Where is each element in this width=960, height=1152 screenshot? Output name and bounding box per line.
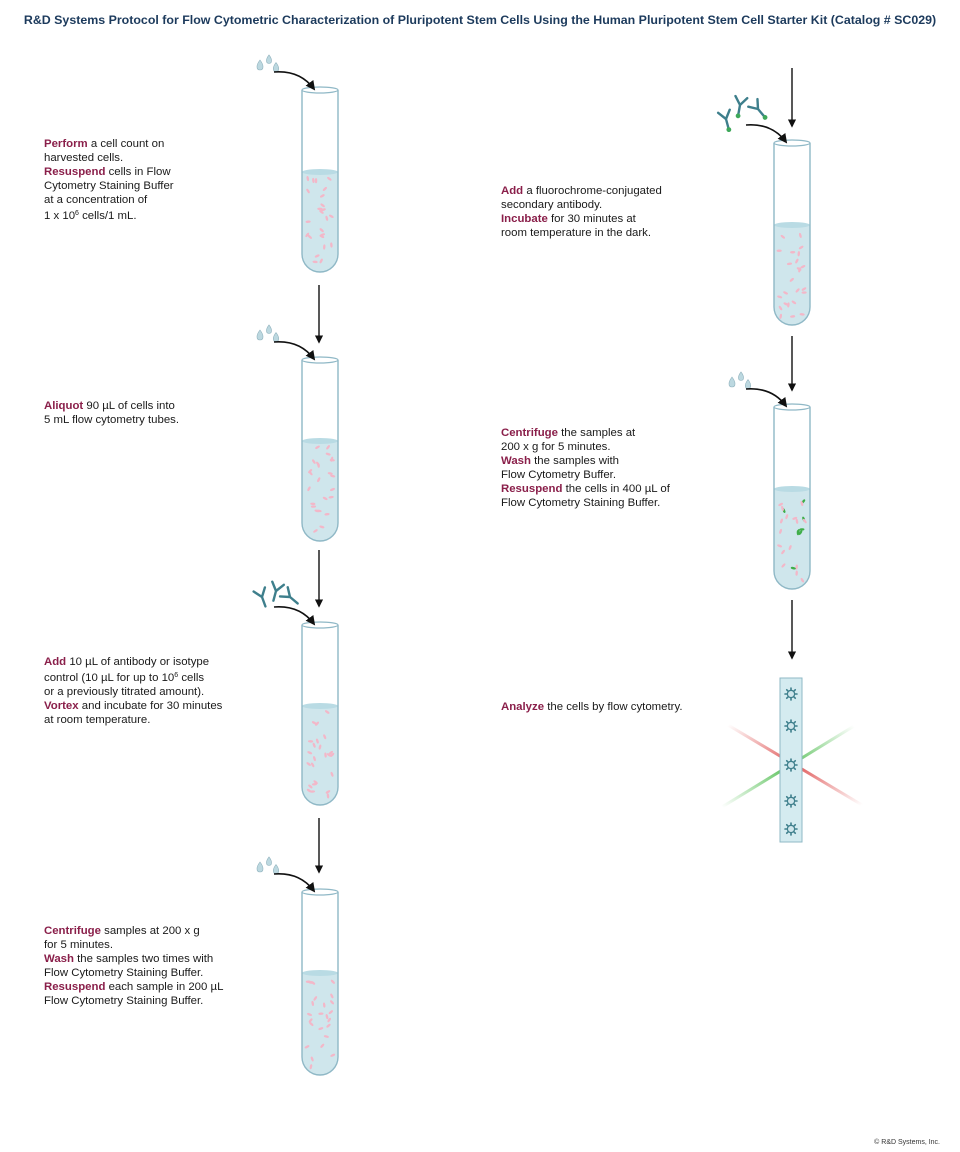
step-keyword: Wash xyxy=(44,953,74,965)
labeled-cell-icon xyxy=(785,759,797,771)
tube-rim xyxy=(302,889,338,895)
test-tube-5 xyxy=(718,68,810,325)
droplet-icon xyxy=(273,333,278,342)
step-segment: each sample in 200 µL xyxy=(105,981,224,993)
step-segment: Flow Cytometry Staining Buffer. xyxy=(501,497,661,509)
test-tube-3 xyxy=(254,550,338,805)
step-segment: Flow Cytometry Buffer. xyxy=(501,469,616,481)
step-keyword: Centrifuge xyxy=(501,427,558,439)
step-line xyxy=(44,179,174,193)
step-line xyxy=(44,713,222,727)
labeled-cell-icon xyxy=(785,823,797,835)
curved-arrow xyxy=(274,72,314,89)
step-segment: secondary antibody. xyxy=(501,199,603,211)
step-line xyxy=(501,468,670,482)
droplet-icon xyxy=(273,865,278,874)
antibody-icon xyxy=(254,582,302,609)
step-segment: 5 mL flow cytometry tubes. xyxy=(44,414,180,426)
tube-rim xyxy=(302,622,338,628)
tube-liquid xyxy=(774,225,810,325)
droplet-icon xyxy=(257,862,263,872)
curved-arrow xyxy=(746,389,786,406)
step-line xyxy=(44,966,223,980)
step-keyword: Vortex xyxy=(44,700,79,712)
step-line xyxy=(501,496,670,510)
tube-rim xyxy=(302,87,338,93)
step-segment: Flow Cytometry Staining Buffer. xyxy=(44,967,204,979)
droplet-icon xyxy=(738,372,743,381)
step-keyword: Incubate xyxy=(501,213,548,225)
tube-rim xyxy=(774,140,810,146)
step-line xyxy=(501,482,670,496)
step-line xyxy=(44,193,174,207)
test-tube-2 xyxy=(257,285,338,541)
step-line xyxy=(44,924,223,938)
antibody-shape xyxy=(268,582,284,602)
step-segment: the cells by flow cytometry. xyxy=(544,701,683,713)
step-segment: 90 µL of cells into xyxy=(83,400,175,412)
step-keyword: Analyze xyxy=(501,701,545,713)
curved-arrow xyxy=(274,342,314,359)
step-segment: the samples at xyxy=(557,427,636,439)
buffer-drops-icon xyxy=(729,372,751,389)
droplet-icon xyxy=(257,330,263,340)
step-line xyxy=(44,699,222,713)
step-segment: 10 µL of antibody or isotype xyxy=(66,656,210,668)
step-line xyxy=(501,700,682,714)
step-4-text xyxy=(44,924,223,1008)
step-segment: room temperature in the dark. xyxy=(501,227,652,239)
step-line xyxy=(44,994,223,1008)
step-line xyxy=(44,938,223,952)
tube-rim xyxy=(774,404,810,410)
step-segment: the cells in 400 µL of xyxy=(562,483,670,495)
step-segment: control (10 µL for up to 10 xyxy=(44,672,175,684)
step-line xyxy=(501,454,670,468)
curved-arrow xyxy=(274,874,314,891)
step-segment: 200 x g for 5 minutes. xyxy=(501,441,611,453)
step-line xyxy=(44,137,174,151)
step-segment: cells xyxy=(178,672,205,684)
step-line xyxy=(501,226,662,240)
step-segment: or a previously titrated amount). xyxy=(44,686,205,698)
antibody-shape xyxy=(280,587,302,608)
step-keyword: Centrifuge xyxy=(44,925,101,937)
step-3-text xyxy=(44,655,222,727)
step-segment: harvested cells. xyxy=(44,152,124,164)
step-segment: at room temperature. xyxy=(44,714,151,726)
step-line xyxy=(44,685,222,699)
labeled-cell-icon xyxy=(785,720,797,732)
labeled-cell-icon xyxy=(785,688,797,700)
step-line xyxy=(501,198,662,212)
flow-cell-analysis xyxy=(722,600,862,842)
step-segment: a fluorochrome-conjugated xyxy=(523,185,662,197)
antibody-shape xyxy=(732,96,748,119)
page-title: R&D Systems Protocol for Flow Cytometric Characterization of Pluripotent Stem Cells Using the Human Pluripotent Stem Cell Starter Kit (Catalog # SC029) xyxy=(23,13,937,27)
test-tube-6 xyxy=(729,336,810,589)
step-segment: cells/1 mL. xyxy=(78,210,137,222)
step-line xyxy=(501,426,670,440)
step-segment: and incubate for 30 minutes xyxy=(78,700,223,712)
step-line xyxy=(44,413,179,427)
buffer-drops-icon xyxy=(257,325,279,342)
antibody-shape xyxy=(748,99,771,123)
secondary-antibody-icon xyxy=(718,96,771,133)
step-segment: for 5 minutes. xyxy=(44,939,114,951)
step-segment: cells in Flow xyxy=(105,166,171,178)
step-line xyxy=(44,669,222,685)
step-keyword: Resuspend xyxy=(44,981,106,993)
step-line xyxy=(501,440,670,454)
step-1-text xyxy=(44,137,174,223)
step-segment: samples at 200 x g xyxy=(100,925,200,937)
step-segment: a cell count on xyxy=(87,138,165,150)
step-keyword: Aliquot xyxy=(44,400,84,412)
test-tube-4 xyxy=(257,818,338,1075)
droplet-icon xyxy=(266,325,271,334)
step-line xyxy=(44,399,179,413)
step-line xyxy=(44,655,222,669)
antibody-shape xyxy=(718,110,735,134)
curved-arrow xyxy=(274,607,314,624)
droplet-icon xyxy=(273,63,278,72)
step-keyword: Perform xyxy=(44,138,88,150)
step-line xyxy=(44,980,223,994)
droplet-icon xyxy=(266,857,271,866)
step-segment: the samples with xyxy=(530,455,619,467)
step-5-text xyxy=(501,184,662,240)
step-line xyxy=(44,207,174,223)
step-6-text xyxy=(501,426,670,510)
step-segment: at a concentration of xyxy=(44,194,148,206)
buffer-drops-icon xyxy=(257,857,279,874)
step-segment: 1 x 10 xyxy=(44,210,76,222)
labeled-cell-icon xyxy=(785,795,797,807)
test-tube-1 xyxy=(257,55,338,272)
step-keyword: Add xyxy=(44,656,67,668)
tube-rim xyxy=(302,357,338,363)
droplet-icon xyxy=(745,380,750,389)
step-2-text xyxy=(44,399,179,427)
curved-arrow xyxy=(746,125,786,142)
step-line xyxy=(501,212,662,226)
copyright: © R&D Systems, Inc. xyxy=(874,1139,940,1146)
droplet-icon xyxy=(257,60,263,70)
step-keyword: Resuspend xyxy=(44,166,106,178)
step-line xyxy=(44,952,223,966)
step-segment: 6 xyxy=(174,672,179,679)
step-segment: Cytometry Staining Buffer xyxy=(44,180,174,192)
step-segment: the samples two times with xyxy=(73,953,214,965)
step-line xyxy=(44,165,174,179)
step-keyword: Wash xyxy=(501,455,531,467)
buffer-drops-icon xyxy=(257,55,279,72)
droplet-icon xyxy=(729,377,735,387)
step-segment: for 30 minutes at xyxy=(547,213,636,225)
tube-liquid xyxy=(302,973,338,1075)
step-7-text xyxy=(501,700,682,714)
step-line xyxy=(501,184,662,198)
antibody-shape xyxy=(254,587,271,608)
step-segment: 6 xyxy=(75,210,79,217)
step-line xyxy=(44,151,174,165)
step-segment: Flow Cytometry Staining Buffer. xyxy=(44,995,204,1007)
step-keyword: Add xyxy=(501,185,524,197)
droplet-icon xyxy=(266,55,271,64)
step-keyword: Resuspend xyxy=(501,483,563,495)
